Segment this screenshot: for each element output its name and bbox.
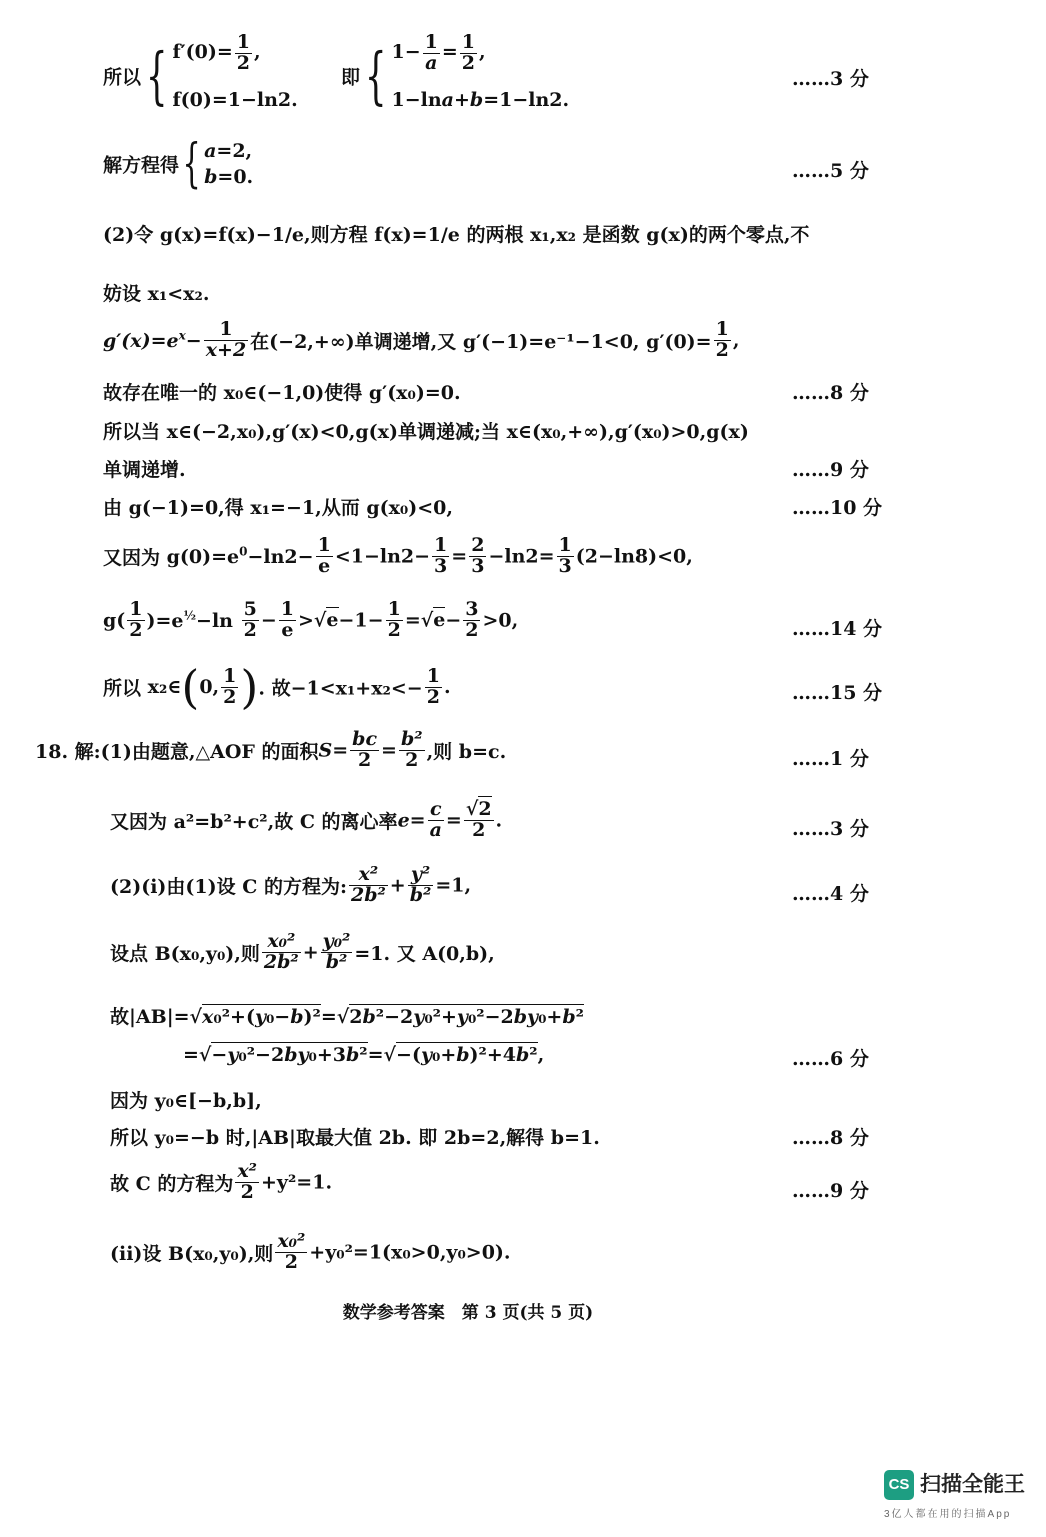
- score-15: ……15 分: [792, 682, 883, 704]
- x2-prefix: 所以: [103, 677, 142, 700]
- camscanner-logo-icon: CS: [884, 1470, 914, 1500]
- system-left: f′(0)= $\frac{1}{2}$ , f(0)=1−ln2.: [172, 30, 298, 111]
- score-14: ……14 分: [792, 618, 883, 640]
- monotone-text: 所以当 x∈(−2,x₀),g′(x)<0,g(x)单调递减;当 x∈(x₀,+∞),g′(x₀)>0,g(x): [103, 421, 749, 443]
- line-part-ii: (ii)设 B(x₀,y₀),则 $\frac{\text{x₀²}}{2}$ +y₀²=1(x₀>0,y₀>0).: [110, 1230, 511, 1273]
- max-ab-text: 所以 y₀=−b 时,|AB|取最大值 2b. 即 2b=2,解得 b=1.: [110, 1127, 600, 1149]
- unique-text: 故存在唯一的 x₀∈(−1,0)使得 g′(x₀)=0.: [103, 382, 461, 404]
- partii-prefix: (ii)设 B(x₀,y₀),则: [110, 1242, 274, 1265]
- pointb-end: =1. 又 A(0,b),: [354, 942, 495, 965]
- camscanner-name: 扫描全能王: [920, 1473, 1025, 1496]
- line-monotone: [0, 417, 1046, 443]
- line-ab-1: 故|AB|=√x₀²+(y₀−b)²=√2b²−2y₀²+y₀²−2by₀+b²: [110, 1006, 584, 1028]
- ellipse-prefix: (2)(i)由(1)设 C 的方程为:: [110, 875, 347, 898]
- g-neg1-text: 由 g(−1)=0,得 x₁=−1,从而 g(x₀)<0,: [103, 497, 453, 519]
- partii-end: +y₀²=1(x₀>0,y₀>0).: [309, 1241, 511, 1264]
- score-9: ……9 分: [792, 459, 869, 481]
- score-6: ……6 分: [792, 1048, 869, 1070]
- pointb-prefix: 设点 B(x₀,y₀),则: [110, 942, 260, 965]
- c-eq-prefix: 故 C 的方程为: [110, 1172, 234, 1195]
- score-9b: ……9 分: [792, 1180, 869, 1202]
- line-solution-ab: 解方程得{ a=2, b=0. ……5 分: [103, 134, 869, 194]
- score-5: ……5 分: [792, 160, 869, 182]
- increasing-text: 单调递增.: [103, 459, 186, 481]
- q18-prefix: 18. 解:(1)由题意,△AOF 的面积: [35, 740, 319, 763]
- line-ellipse-eq: (2)(i)由(1)设 C 的方程为: $\frac{\text{x²}}{\text{2b²}}$ + $\frac{\text{y²}}{\text{b²}}$ =1, ……4 分: [110, 863, 869, 906]
- gprime-mid: 在(−2,+∞)单调递增,又 g′(−1)=e⁻¹−1<0, g′(0)=: [250, 330, 712, 353]
- score-3: ……3 分: [792, 68, 869, 90]
- score-1: ……1 分: [792, 748, 869, 770]
- ab-prefix: 故|AB|=: [110, 1006, 190, 1028]
- line-y0-range: [0, 1086, 1046, 1112]
- line-eccentricity: 又因为 a²=b²+c²,故 C 的离心率e= $\frac{c}{a}$ = $\frac{√2}{2}$ . ……3 分: [110, 798, 869, 841]
- line-system-1: 所以{ f′(0)= $\frac{1}{2}$ , f(0)=1−ln2. 即{ 1− $\frac{1}{a}$ = $\frac{1}{2}$ , 1−lna+b=1−ln2. ……3 分: [0, 28, 1046, 124]
- line-ab-2: =√−y₀²−2by₀+3b²=√−(y₀+b)²+4b², ……6 分: [183, 1044, 869, 1070]
- line-increasing: [0, 455, 1046, 481]
- c-eq-end: +y²=1.: [261, 1171, 333, 1194]
- part2-text: (2)令 g(x)=f(x)−1/e,则方程 f(x)=1/e 的两根 x₁,x₂ 是函数 g(x)的两个零点,不: [103, 224, 810, 246]
- line-assume: [0, 279, 1046, 305]
- score-4: ……4 分: [792, 883, 869, 905]
- y0-range-text: 因为 y₀∈[−b,b],: [110, 1090, 262, 1112]
- footer-text: 数学参考答案 第 3 页(共 5 页): [342, 1303, 594, 1323]
- prefix-jiefangcheng: 解方程得: [103, 154, 180, 177]
- x2-mid: . 故−1<x₁+x₂<−: [258, 677, 423, 700]
- camscanner-slogan: 3亿人都在用的扫描App: [884, 1509, 1012, 1520]
- line-g-neg1: [0, 493, 1046, 519]
- score-8b: ……8 分: [792, 1127, 869, 1149]
- line-part2-intro: [0, 220, 1046, 264]
- line-gprime: $g'(x)=e^x-$ $\frac{1}{x+2}$ 在(−2,+∞)单调递增,又 g′(−1)=e⁻¹−1<0, g′(0)= $\frac{1}{2}$ ,: [103, 318, 740, 361]
- page-footer: [0, 1298, 1046, 1323]
- line-g-half: g( $\frac{1}{2}$ )$=e^{\frac{1}{2}}-\ln$ $\frac{5}{2}$ − $\frac{1}{e}$ >√e−1− $\frac{1}{2}$ =√e− $\frac{3}{2}$ >0, ……14 分: [103, 598, 883, 641]
- line-g0: 又因为 $g(0)=e^0-\ln 2-$ $\frac{1}{e}$ <1−ln2− $\frac{1}{3}$ = $\frac{2}{3}$ −ln2= $\frac{1}{3}$ (2−ln8)<0,: [103, 534, 693, 577]
- ecc-prefix: 又因为 a²=b²+c²,故 C 的离心率: [110, 810, 398, 833]
- line-x2-range: 所以 x₂∈(0, $\frac{1}{2}$ ). 故−1<x₁+x₂<− $\frac{1}{2}$ . ……15 分: [103, 660, 883, 714]
- score-8: ……8 分: [792, 382, 869, 404]
- g0-prefix: 又因为: [103, 546, 161, 569]
- line-unique-x0: [0, 378, 1046, 404]
- q18-end: ,则 b=c.: [426, 740, 507, 763]
- score-10: ……10 分: [792, 497, 883, 519]
- line-q18: 18. 解:(1)由题意,△AOF 的面积S= $\frac{bc}{2}$ = $\frac{\text{b²}}{2}$ ,则 b=c. ……1 分: [35, 728, 869, 771]
- line-point-b: 设点 B(x₀,y₀),则 $\frac{\text{x₀²}}{\text{2b²}}$ + $\frac{\text{y₀²}}{\text{b²}}$ =1. 又 A(0,b),: [110, 930, 495, 973]
- score-3b: ……3 分: [792, 818, 869, 840]
- line-c-equation: 故 C 的方程为 $\frac{\text{x²}}{2}$ +y²=1. ……9 分: [110, 1160, 869, 1203]
- assume-text: 妨设 x₁<x₂.: [103, 283, 210, 305]
- line-max-ab: [0, 1123, 1046, 1149]
- prefix-ji: 即: [341, 66, 361, 89]
- prefix-suoyi: 所以: [103, 66, 142, 89]
- system-right: 1− $\frac{1}{a}$ = $\frac{1}{2}$ , 1−lna+b=1−ln2.: [391, 30, 570, 111]
